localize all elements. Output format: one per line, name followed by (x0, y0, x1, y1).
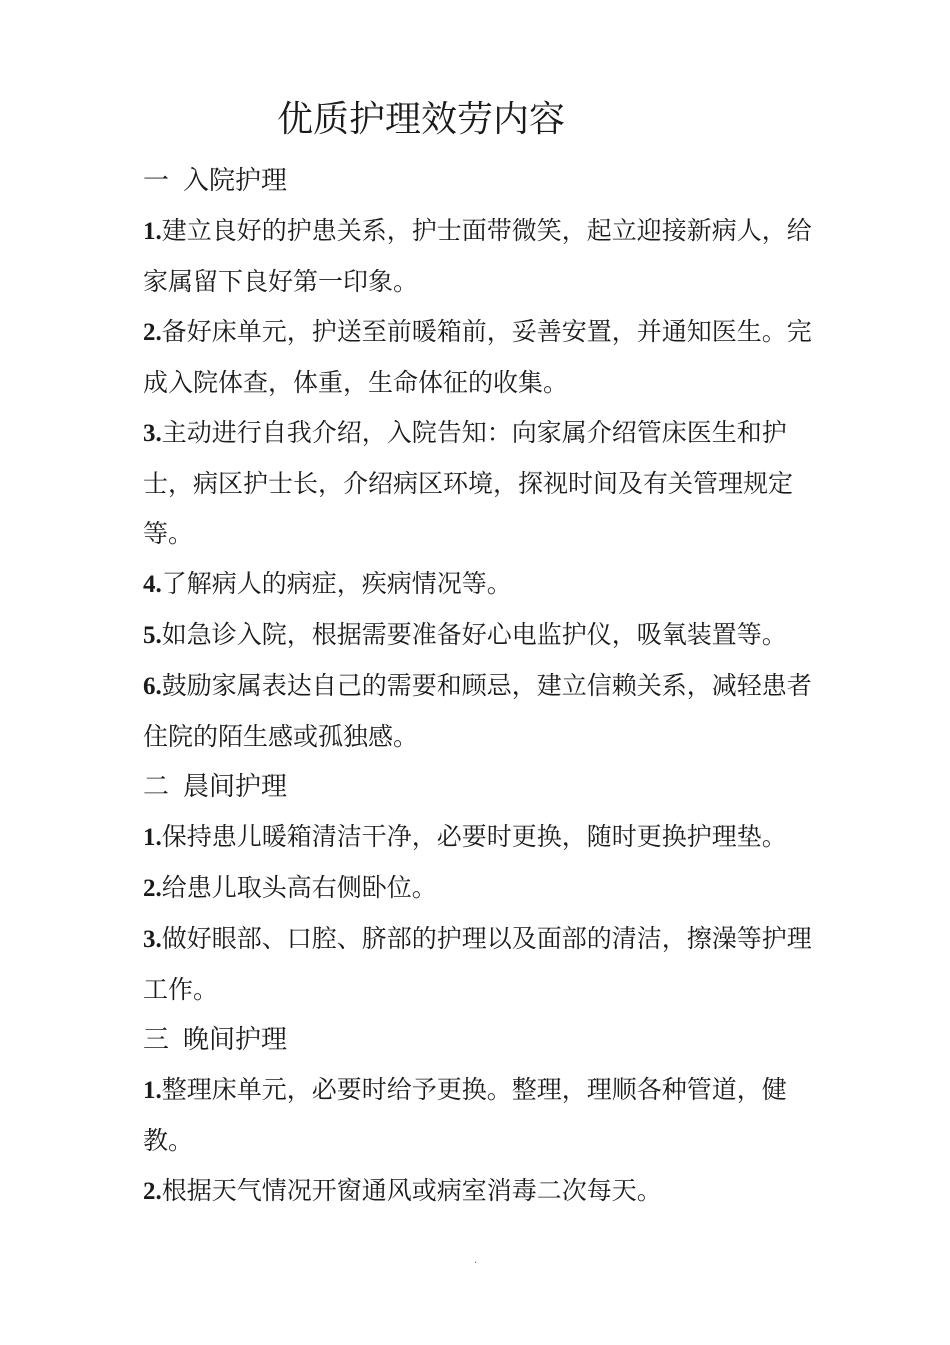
section-number: 二 (143, 772, 170, 802)
section-title: 入院护理 (183, 166, 288, 196)
section-title: 晚间护理 (183, 1025, 288, 1055)
item-text: 备好床单元，护送至前暖箱前，妥善安置，并通知医生。完成入院体查，体重，生命体征的收集。 (143, 317, 812, 397)
list-item (143, 559, 818, 610)
item-text: 保持患儿暖箱清洁干净，必要时更换，随时更换护理垫。 (161, 822, 787, 851)
section-heading-morning (143, 762, 818, 812)
item-number: 3. (143, 926, 162, 953)
list-item (143, 661, 818, 762)
list-item (143, 863, 818, 914)
item-number: 2. (143, 875, 162, 902)
item-text: 建立良好的护患关系，护士面带微笑，起立迎接新病人，给家属留下良好第一印象。 (143, 216, 812, 296)
list-item (143, 812, 818, 863)
item-number: 1. (143, 218, 162, 245)
item-text: 了解病人的病症，疾病情况等。 (161, 569, 512, 598)
item-text: 鼓励家属表达自己的需要和顾忌，建立信赖关系，减轻患者住院的陌生感或孤独感。 (143, 671, 812, 751)
section-number: 一 (143, 166, 170, 196)
list-item (143, 206, 818, 307)
page-title: 优质护理效劳内容 (277, 99, 566, 140)
item-number: 6. (143, 673, 162, 700)
section-heading-evening (143, 1015, 818, 1065)
section-heading-admission (143, 156, 818, 206)
item-number: 2. (143, 1178, 162, 1205)
list-item (143, 408, 818, 559)
item-number: 4. (143, 571, 162, 598)
item-number: 1. (143, 824, 162, 851)
list-item (143, 1166, 818, 1217)
item-text: 根据天气情况开窗通风或病室消毒二次每天。 (161, 1176, 662, 1205)
section-number: 三 (143, 1025, 170, 1055)
list-item (143, 1065, 818, 1166)
item-number: 5. (143, 622, 162, 649)
item-text: 如急诊入院，根据需要准备好心电监护仪，吸氧装置等。 (161, 620, 787, 649)
list-item (143, 610, 818, 661)
document-body (143, 156, 818, 1217)
item-text: 做好眼部、口腔、脐部的护理以及面部的清洁，擦澡等护理工作。 (143, 924, 812, 1004)
item-text: 给患儿取头高右侧卧位。 (161, 873, 437, 902)
footer-mark: . (474, 1255, 478, 1266)
list-item (143, 914, 818, 1015)
item-number: 3. (143, 420, 162, 447)
item-text: 主动进行自我介绍，入院告知：向家属介绍管床医生和护士，病区护士长，介绍病区环境，探视时间及有关管理规定等。 (143, 418, 794, 548)
item-number: 1. (143, 1077, 162, 1104)
section-title: 晨间护理 (183, 772, 288, 802)
item-number: 2. (143, 319, 162, 346)
item-text: 整理床单元，必要时给予更换。整理，理顺各种管道，健教。 (143, 1075, 787, 1155)
list-item (143, 307, 818, 408)
